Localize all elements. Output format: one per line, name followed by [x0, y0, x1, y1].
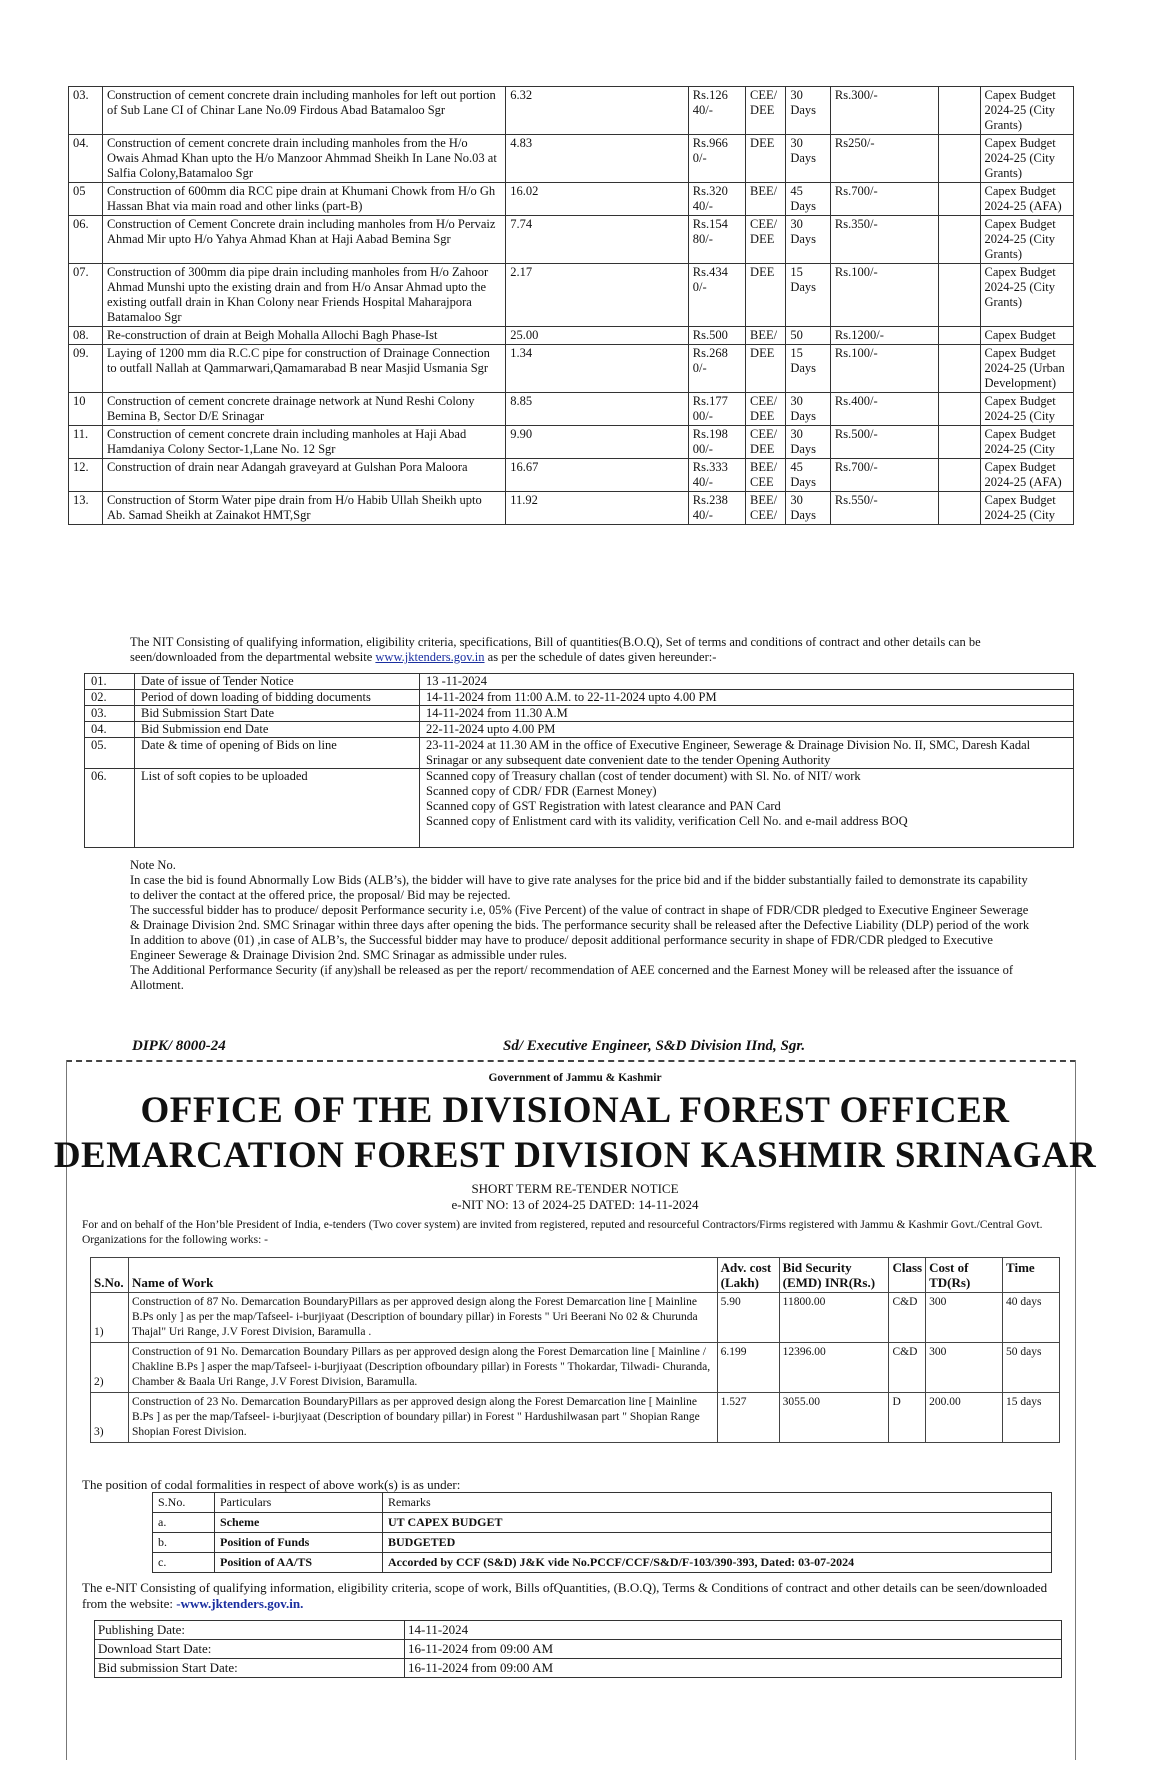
- schedule-row: [85, 722, 1074, 738]
- cdr-amount: Rs.100/-: [830, 345, 938, 393]
- contractor-class: DEE: [746, 264, 786, 327]
- forest-intro: For and on behalf of the Hon’ble President of India, e-tenders (Two cover system) are invited from registered, reputed and resourceful Contractors/Firms registered with Jammu & Kashmir Govt./Central Govt. Organizations for the following works: -: [82, 1219, 1043, 1246]
- header-time: Time: [1003, 1258, 1060, 1293]
- amount: Rs.268 0/-: [688, 345, 745, 393]
- note-item: In case the bid is found Abnormally Low Bids (ALB’s), the bidder will have to give rate analyses for the price bid and if the bidder substantially failed to demonstrate its capability to deliver the contact at the offered price, the proposal/ Bid may be rejected.: [130, 873, 1028, 902]
- date-label: Bid submission Start Date:: [95, 1659, 405, 1678]
- table-row: [69, 393, 1074, 426]
- header-name: Name of Work: [128, 1258, 717, 1293]
- codal-sno: c.: [153, 1553, 215, 1573]
- date-label: Publishing Date:: [95, 1621, 405, 1640]
- work-name: Construction of drain near Adangah graveyard at Gulshan Pora Maloora: [102, 459, 505, 492]
- schedule-label: Date & time of opening of Bids on line: [135, 738, 420, 769]
- time-days: 50: [786, 327, 831, 345]
- forest-works-table: [90, 1257, 1060, 1443]
- budget-head: Capex Budget 2024-25 (City Grants): [980, 135, 1073, 183]
- schedule-value: 13 -11-2024: [420, 674, 1074, 690]
- time: 15 days: [1003, 1393, 1060, 1443]
- time-days: 15 Days: [786, 345, 831, 393]
- contractor-class: CEE/ DEE: [746, 426, 786, 459]
- table-row: [91, 1393, 1060, 1443]
- work-name: Construction of cement concrete drain including manholes for left out portion of Sub Lane CI of Chinar Lane No.09 Firdous Abad Batamaloo Sgr: [102, 87, 505, 135]
- budget-head: Capex Budget 2024-25 (City Grants): [980, 87, 1073, 135]
- table-row: [69, 327, 1074, 345]
- work-name: Construction of Cement Concrete drain including manholes from H/o Pervaiz Ahmad Mir upto H/o Yahya Ahmad Khan at Haji Aabad Bemina Sgr: [102, 216, 505, 264]
- schedule-label: Period of down loading of bidding documents: [135, 690, 420, 706]
- soft-copy-item: Scanned copy of Treasury challan (cost of tender document) with Sl. No. of NIT/ work: [426, 769, 861, 783]
- row-sno: 10: [69, 393, 103, 426]
- amount: Rs.966 0/-: [688, 135, 745, 183]
- budget-head: Capex Budget 2024-25 (City Grants): [980, 216, 1073, 264]
- row-sno: 09.: [69, 345, 103, 393]
- bid-security: 11800.00: [779, 1293, 889, 1343]
- amount: Rs.126 40/-: [688, 87, 745, 135]
- class: D: [889, 1393, 926, 1443]
- codal-row: [153, 1533, 1052, 1553]
- budget-head: Capex Budget 2024-25 (City: [980, 393, 1073, 426]
- codal-header-remarks: Remarks: [383, 1493, 1052, 1513]
- schedule-sn: 05.: [85, 738, 135, 769]
- budget-head: Capex Budget 2024-25 (Urban Development): [980, 345, 1073, 393]
- schedule-sn: 01.: [85, 674, 135, 690]
- bid-security: 12396.00: [779, 1343, 889, 1393]
- schedule-sn: 04.: [85, 722, 135, 738]
- enit-website-link[interactable]: -www.jktenders.gov.in.: [176, 1596, 304, 1611]
- table-row: [69, 216, 1074, 264]
- cdr-amount: Rs.550/-: [830, 492, 938, 525]
- schedule-value: 14-11-2024 from 11.30 A.M: [420, 706, 1074, 722]
- work-name: Construction of cement concrete drain including manholes at Haji Abad Hamdaniya Colony Sector-1,Lane No. 12 Sgr: [102, 426, 505, 459]
- schedule-label: Bid Submission end Date: [135, 722, 420, 738]
- empty-cell: [939, 135, 980, 183]
- table-row: [69, 183, 1074, 216]
- enit-number: e-NIT NO: 13 of 2024-25 DATED: 14-11-2024: [451, 1197, 699, 1212]
- codal-sno: a.: [153, 1513, 215, 1533]
- codal-particulars: Scheme: [215, 1513, 383, 1533]
- work-name: Laying of 1200 mm dia R.C.C pipe for construction of Drainage Connection to outfall Nallah at Qammarwari,Qamamarabad B near Masjid Usmania Sgr: [102, 345, 505, 393]
- nit-text-end: as per the schedule of dates given hereunder:-: [487, 650, 717, 664]
- notice-type: SHORT TERM RE-TENDER NOTICE: [471, 1181, 679, 1196]
- codal-table: [152, 1492, 1052, 1573]
- cost-td: 300: [926, 1293, 1003, 1343]
- note-item: The Additional Performance Security (if any)shall be released as per the report/ recommendation of AEE concerned and the Earnest Money will be released after the issuance of Allotment.: [130, 963, 1013, 992]
- schedule-row: [85, 706, 1074, 722]
- codal-header-sno: S.No.: [153, 1493, 215, 1513]
- empty-cell: [939, 216, 980, 264]
- time-days: 30 Days: [786, 426, 831, 459]
- work-sno: 3): [91, 1393, 129, 1443]
- table-row: [91, 1293, 1060, 1343]
- time-days: 30 Days: [786, 393, 831, 426]
- schedule-row: [85, 690, 1074, 706]
- empty-cell: [939, 393, 980, 426]
- amount: Rs.500: [688, 327, 745, 345]
- division-title: DEMARCATION FOREST DIVISION KASHMIR SRINAGAR: [53, 1135, 1097, 1176]
- row-sno: 08.: [69, 327, 103, 345]
- work-name: Construction of 87 No. Demarcation BoundaryPillars as per approved design along the Forest Demarcation line [ Mainline B.Ps only ] as per the map/Tafseel- i-burjiyaat (Description of boundary pillar) in Forests " Uri Beerani No 02 & Churunda Thajal" Uri Range, J.V Forest Division, Baramulla .: [128, 1293, 717, 1343]
- contractor-class: DEE: [746, 135, 786, 183]
- cdr-amount: Rs.500/-: [830, 426, 938, 459]
- dipk-number: DIPK/ 8000-24: [132, 1038, 226, 1054]
- cdr-amount: Rs.350/-: [830, 216, 938, 264]
- contractor-class: CEE/ DEE: [746, 87, 786, 135]
- work-name: Construction of 300mm dia pipe drain including manholes from H/o Zahoor Ahmad Munshi upto the existing drain and from H/o Ansar Ahmad upto the existing outfall drain in Khan Colony near Friends Hospital Maharajpora Batamaloo Sgr: [102, 264, 505, 327]
- note-title: Note No.: [130, 858, 176, 872]
- empty-cell: [939, 492, 980, 525]
- date-value: 16-11-2024 from 09:00 AM: [405, 1659, 1062, 1678]
- cdr-amount: Rs.100/-: [830, 264, 938, 327]
- contractor-class: CEE/ DEE: [746, 216, 786, 264]
- cost-lakh: 2.17: [506, 264, 689, 327]
- time: 50 days: [1003, 1343, 1060, 1393]
- row-sno: 03.: [69, 87, 103, 135]
- date-row: [95, 1621, 1062, 1640]
- schedule-label: Date of issue of Tender Notice: [135, 674, 420, 690]
- time-days: 30 Days: [786, 135, 831, 183]
- budget-head: Capex Budget 2024-25 (AFA): [980, 459, 1073, 492]
- codal-row: [153, 1513, 1052, 1533]
- codal-particulars: Position of Funds: [215, 1533, 383, 1553]
- codal-header-particulars: Particulars: [215, 1493, 383, 1513]
- work-name: Construction of 600mm dia RCC pipe drain at Khumani Chowk from H/o Gh Hassan Bhat via main road and other links (part-B): [102, 183, 505, 216]
- table-row: [69, 264, 1074, 327]
- date-label: Download Start Date:: [95, 1640, 405, 1659]
- empty-cell: [939, 459, 980, 492]
- budget-head: Capex Budget 2024-25 (AFA): [980, 183, 1073, 216]
- schedule-sn: 06.: [85, 769, 135, 848]
- header-cost-td: Cost of TD(Rs): [926, 1258, 1003, 1293]
- amount: Rs.320 40/-: [688, 183, 745, 216]
- cost-lakh: 11.92: [506, 492, 689, 525]
- cost-td: 200.00: [926, 1393, 1003, 1443]
- row-sno: 04.: [69, 135, 103, 183]
- empty-cell: [939, 264, 980, 327]
- amount: Rs.198 00/-: [688, 426, 745, 459]
- cdr-amount: Rs.700/-: [830, 183, 938, 216]
- amount: Rs.238 40/-: [688, 492, 745, 525]
- time-days: 30 Days: [786, 492, 831, 525]
- cost-lakh: 1.34: [506, 345, 689, 393]
- enit-paragraph: [82, 1580, 1067, 1612]
- class: C&D: [889, 1293, 926, 1343]
- table-row: [69, 459, 1074, 492]
- schedule-sn: 03.: [85, 706, 135, 722]
- codal-header: [153, 1493, 1052, 1513]
- work-name: Construction of 91 No. Demarcation Boundary Pillars as per approved design along the Forest Demarcation line [ Mainline / Chakline B.Ps ] asper the map/Tafseel- i-burjiyaat (Description ofboundary pillar) in Forests " Thokardar, Tilwadi- Churanda, Chamber & Baala Uri Range, J.V Forest Division, Baramulla.: [128, 1343, 717, 1393]
- time: 40 days: [1003, 1293, 1060, 1343]
- codal-remarks: UT CAPEX BUDGET: [383, 1513, 1052, 1533]
- cdr-amount: Rs.300/-: [830, 87, 938, 135]
- schedule-value: 14-11-2024 from 11:00 A.M. to 22-11-2024 upto 4.00 PM: [420, 690, 1074, 706]
- empty-cell: [939, 345, 980, 393]
- contractor-class: BEE/: [746, 183, 786, 216]
- adv-cost: 5.90: [717, 1293, 779, 1343]
- time-days: 30 Days: [786, 216, 831, 264]
- government-heading: Government of Jammu & Kashmir: [488, 1072, 662, 1084]
- soft-copy-item: Scanned copy of GST Registration with latest clearance and PAN Card: [426, 799, 781, 813]
- header-class: Class: [889, 1258, 926, 1293]
- amount: Rs.333 40/-: [688, 459, 745, 492]
- codal-remarks: Accorded by CCF (S&D) J&K vide No.PCCF/CCF/S&D/F-103/390-393, Dated: 03-07-2024: [383, 1553, 1052, 1573]
- codal-particulars: Position of AA/TS: [215, 1553, 383, 1573]
- office-title: OFFICE OF THE DIVISIONAL FOREST OFFICER: [140, 1090, 1010, 1131]
- row-sno: 12.: [69, 459, 103, 492]
- work-name: Construction of cement concrete drainage network at Nund Reshi Colony Bemina B, Sector D/E Srinagar: [102, 393, 505, 426]
- table-row: [91, 1343, 1060, 1393]
- table-row: [69, 87, 1074, 135]
- contractor-class: BEE/: [746, 327, 786, 345]
- table-row: [69, 492, 1074, 525]
- dates-table: [94, 1620, 1062, 1678]
- schedule-label: Bid Submission Start Date: [135, 706, 420, 722]
- header-bid-security: Bid Security (EMD) INR(Rs.): [779, 1258, 889, 1293]
- budget-head: Capex Budget 2024-25 (City Grants): [980, 264, 1073, 327]
- cdr-amount: Rs.1200/-: [830, 327, 938, 345]
- table-row: [69, 426, 1074, 459]
- codal-remarks: BUDGETED: [383, 1533, 1052, 1553]
- schedule-table: [84, 673, 1074, 848]
- cost-lakh: 8.85: [506, 393, 689, 426]
- adv-cost: 1.527: [717, 1393, 779, 1443]
- time-days: 15 Days: [786, 264, 831, 327]
- drainage-works-table: [68, 86, 1074, 525]
- amount: Rs.154 80/-: [688, 216, 745, 264]
- bid-security: 3055.00: [779, 1393, 889, 1443]
- website-link[interactable]: www.jktenders.gov.in: [375, 650, 485, 664]
- codal-sno: b.: [153, 1533, 215, 1553]
- row-sno: 11.: [69, 426, 103, 459]
- notes-block: [130, 858, 1030, 993]
- cost-lakh: 4.83: [506, 135, 689, 183]
- cost-lakh: 16.02: [506, 183, 689, 216]
- contractor-class: BEE/ CEE: [746, 459, 786, 492]
- work-name: Construction of Storm Water pipe drain from H/o Habib Ullah Sheikh upto Ab. Samad Sheikh at Zainakot HMT,Sgr: [102, 492, 505, 525]
- time-days: 45 Days: [786, 459, 831, 492]
- soft-copy-item: Scanned copy of CDR/ FDR (Earnest Money): [426, 784, 657, 798]
- date-value: 14-11-2024: [405, 1621, 1062, 1640]
- empty-cell: [939, 327, 980, 345]
- budget-head: Capex Budget 2024-25 (City: [980, 492, 1073, 525]
- empty-cell: [939, 426, 980, 459]
- cost-td: 300: [926, 1343, 1003, 1393]
- cost-lakh: 9.90: [506, 426, 689, 459]
- cost-lakh: 7.74: [506, 216, 689, 264]
- work-name: Construction of cement concrete drain including manholes from the H/o Owais Ahmad Khan upto the H/o Manzoor Ahmmad Sheikh In Lane No.03 at Salfia Colony,Batamaloo Sgr: [102, 135, 505, 183]
- note-item: In addition to above (01) ,in case of ALB’s, the Successful bidder may have to produce/ deposit additional performance security in shape of FDR/CDR pledged to Executive Engineer Sewerage & Drainage Division 2nd. SMC Srinagar as admissible under rules.: [130, 933, 993, 962]
- work-sno: 2): [91, 1343, 129, 1393]
- schedule-value: 23-11-2024 at 11.30 AM in the office of Executive Engineer, Sewerage & Drainage Division No. II, SMC, Daresh Kadal Srinagar or any subsequent date convenient date to the tender Opening Authority: [420, 738, 1074, 769]
- enit-text: The e-NIT Consisting of qualifying information, eligibility criteria, scope of work, Bills ofQuantities, (B.O.Q), Terms & Conditions of contract and other details can be seen/downloaded from the website:: [82, 1580, 1048, 1611]
- note-item: The successful bidder has to produce/ deposit Performance security i.e, 05% (Five Percent) of the value of contract in shape of FDR/CDR pledged to Executive Engineer Sewerage & Drainage Division 2nd. SMC Srinagar within three days after opening the bids. The performance security shall be released after the Defective Liability (DLP) period of the work: [130, 903, 1030, 932]
- row-sno: 13.: [69, 492, 103, 525]
- date-value: 16-11-2024 from 09:00 AM: [405, 1640, 1062, 1659]
- schedule-row: [85, 738, 1074, 769]
- contractor-class: BEE/ CEE/: [746, 492, 786, 525]
- soft-copy-item: Scanned copy of Enlistment card with its validity, verification Cell No. and e-mail address BOQ: [426, 814, 908, 828]
- soft-copies-list: [420, 769, 1074, 848]
- schedule-row-soft-copies: [85, 769, 1074, 848]
- schedule-sn: 02.: [85, 690, 135, 706]
- header-adv-cost: Adv. cost (Lakh): [717, 1258, 779, 1293]
- schedule-row: [85, 674, 1074, 690]
- time-days: 30 Days: [786, 87, 831, 135]
- date-row: [95, 1659, 1062, 1678]
- nit-text: The NIT Consisting of qualifying information, eligibility criteria, specifications, Bill of quantities(B.O.Q), Set of terms and conditions of contract and other details can be seen/downloaded from the departmental website: [130, 635, 981, 664]
- date-row: [95, 1640, 1062, 1659]
- cdr-amount: Rs.700/-: [830, 459, 938, 492]
- work-name: Re-construction of drain at Beigh Mohalla Allochi Bagh Phase-Ist: [102, 327, 505, 345]
- forest-table-header: [91, 1258, 1060, 1293]
- work-sno: 1): [91, 1293, 129, 1343]
- cost-lakh: 6.32: [506, 87, 689, 135]
- work-name: Construction of 23 No. Demarcation BoundaryPillars as per approved design along the Forest Demarcation line [ Mainline B.Ps ] as per the map/Tafseel- i-burjiyaat (Description of boundary pillar) in Forest " Hardushilwasan part " Shopian Range Shopian Forest Division.: [128, 1393, 717, 1443]
- cost-lakh: 25.00: [506, 327, 689, 345]
- table-row: [69, 345, 1074, 393]
- header-sno: S.No.: [91, 1258, 129, 1293]
- cdr-amount: Rs.400/-: [830, 393, 938, 426]
- nit-paragraph: [130, 635, 1040, 665]
- contractor-class: CEE/ DEE: [746, 393, 786, 426]
- contractor-class: DEE: [746, 345, 786, 393]
- codal-row: [153, 1553, 1052, 1573]
- signatory: Sd/ Executive Engineer, S&D Division IInd, Sgr.: [503, 1038, 806, 1054]
- row-sno: 05: [69, 183, 103, 216]
- empty-cell: [939, 87, 980, 135]
- cost-lakh: 16.67: [506, 459, 689, 492]
- codal-title: The position of codal formalities in respect of above work(s) is as under:: [82, 1477, 461, 1492]
- amount: Rs.177 00/-: [688, 393, 745, 426]
- budget-head: Capex Budget 2024-25 (City: [980, 426, 1073, 459]
- schedule-label: List of soft copies to be uploaded: [135, 769, 420, 848]
- class: C&D: [889, 1343, 926, 1393]
- adv-cost: 6.199: [717, 1343, 779, 1393]
- schedule-value: 22-11-2024 upto 4.00 PM: [420, 722, 1074, 738]
- row-sno: 06.: [69, 216, 103, 264]
- cdr-amount: Rs250/-: [830, 135, 938, 183]
- amount: Rs.434 0/-: [688, 264, 745, 327]
- row-sno: 07.: [69, 264, 103, 327]
- table-row: [69, 135, 1074, 183]
- time-days: 45 Days: [786, 183, 831, 216]
- empty-cell: [939, 183, 980, 216]
- budget-head: Capex Budget: [980, 327, 1073, 345]
